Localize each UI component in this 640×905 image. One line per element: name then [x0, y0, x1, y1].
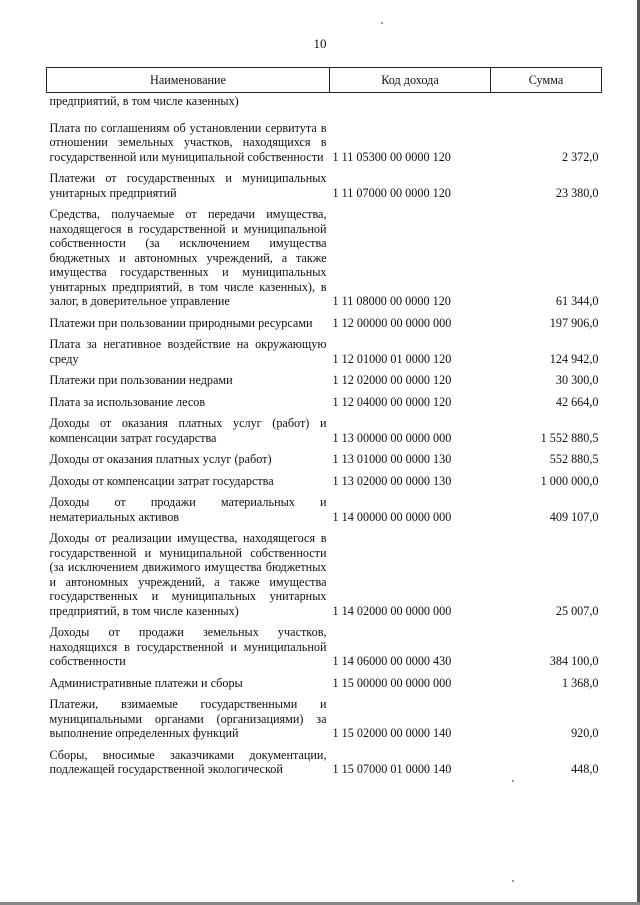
row-sum: 2 372,0 — [561, 149, 599, 164]
table-row — [47, 311, 602, 333]
row-sum: 920,0 — [571, 726, 599, 740]
row-sum: 25 007,0 — [555, 603, 599, 618]
table-row — [47, 112, 602, 167]
scan-speck — [381, 22, 383, 24]
row-sum: 124 942,0 — [549, 351, 599, 366]
table-row — [47, 743, 602, 779]
row-name: Плата за использование лесов — [49, 394, 206, 409]
row-name: Средства, получаемые от передачи имущества, находящегося в государственной и муниципальной собственности (за исключением имущества бюджетных и автономных учреждений, а также имущества государственных и муниципальных унитарных предприятий, в том числе казенных), в залог, в доверительное управление — [49, 207, 327, 308]
row-name: Доходы от оказания платных услуг (работ) — [49, 452, 272, 466]
row-sum: 448,0 — [571, 762, 599, 776]
row-code: 1 13 00000 00 0000 000 — [332, 430, 452, 445]
row-sum: 552 880,5 — [549, 452, 599, 466]
header-code: Код дохода — [330, 68, 491, 93]
row-code: 1 12 01000 01 0000 120 — [332, 351, 452, 366]
table-body — [47, 93, 602, 779]
row-code: 1 12 02000 00 0000 120 — [332, 373, 452, 387]
row-sum: 42 664,0 — [555, 394, 599, 409]
table-row — [47, 620, 602, 671]
table-row — [47, 490, 602, 526]
row-code: 1 13 02000 00 0000 130 — [332, 473, 452, 488]
table-row — [47, 447, 602, 469]
row-sum: 30 300,0 — [555, 373, 599, 387]
row-name: Административные платежи и сборы — [49, 675, 243, 690]
row-name: Сборы, вносимые заказчиками документации, подлежащей государственной экологической — [49, 747, 327, 776]
table-row — [47, 526, 602, 620]
row-name: Доходы от продажи земельных участков, находящихся в государственной и муниципальной собственности — [49, 625, 327, 668]
row-sum: 197 906,0 — [549, 315, 599, 330]
row-code: 1 15 02000 00 0000 140 — [332, 726, 452, 740]
table-row — [47, 202, 602, 311]
scan-speck — [512, 780, 514, 782]
continuation-text: предприятий, в том числе казенных) — [49, 94, 239, 108]
row-name: Платежи при пользовании недрами — [49, 373, 233, 387]
row-code: 1 14 02000 00 0000 000 — [332, 603, 452, 618]
row-name: Плата за негативное воздействие на окружающую среду — [49, 337, 327, 366]
row-name: Доходы от компенсации затрат государства — [49, 473, 274, 488]
row-code: 1 14 06000 00 0000 430 — [332, 654, 452, 668]
row-name: Доходы от реализации имущества, находящегося в государственной и муниципальной собственности (за исключением движимого имущества бюджетных и автономных учреждений, а также имущества государственных и муниципальных унитарных предприятий, в том числе казенных) — [49, 531, 327, 618]
header-name: Наименование — [47, 68, 330, 93]
row-code: 1 15 07000 01 0000 140 — [332, 762, 452, 776]
row-name: Платежи от государственных и муниципальных унитарных предприятий — [49, 171, 327, 200]
row-sum: 409 107,0 — [549, 509, 599, 524]
row-code: 1 11 07000 00 0000 120 — [332, 185, 451, 200]
table-row — [47, 166, 602, 202]
row-sum: 1 552 880,5 — [540, 430, 599, 445]
page-number: 10 — [313, 36, 327, 51]
row-code: 1 11 05300 00 0000 120 — [332, 149, 451, 164]
table-row — [47, 390, 602, 412]
header-sum: Сумма — [491, 68, 602, 93]
row-sum: 23 380,0 — [555, 185, 599, 200]
table-row — [47, 671, 602, 693]
row-name: Доходы от продажи материальных и нематериальных активов — [49, 495, 327, 524]
row-code: 1 12 04000 00 0000 120 — [332, 394, 452, 409]
row-code: 1 14 00000 00 0000 000 — [332, 509, 452, 524]
row-sum: 61 344,0 — [555, 294, 599, 308]
row-sum: 1 368,0 — [561, 675, 599, 690]
table-row — [47, 368, 602, 390]
row-name: Доходы от оказания платных услуг (работ) и компенсации затрат государства — [49, 416, 327, 445]
row-code: 1 13 01000 00 0000 130 — [332, 452, 452, 466]
table-row — [47, 332, 602, 368]
row-code: 1 11 08000 00 0000 120 — [332, 294, 451, 308]
row-name: Плата по соглашениям об установлении сервитута в отношении земельных участков, находящихся в государственной или муниципальной собственности — [49, 120, 327, 164]
revenue-table — [46, 67, 602, 779]
table-header-row — [47, 68, 602, 93]
row-code: 1 12 00000 00 0000 000 — [332, 315, 452, 330]
table-row — [47, 411, 602, 447]
row-name: Платежи при пользовании природными ресурсами — [49, 315, 313, 330]
table-row — [47, 692, 602, 743]
row-name: Платежи, взимаемые государственными и муниципальными органами (организациями) за выполнение определенных функций — [49, 697, 327, 740]
row-sum: 1 000 000,0 — [540, 473, 599, 488]
table-row — [47, 469, 602, 491]
row-sum: 384 100,0 — [549, 654, 599, 668]
scan-speck — [512, 880, 514, 882]
continuation-row — [47, 93, 602, 112]
row-code: 1 15 00000 00 0000 000 — [332, 675, 452, 690]
